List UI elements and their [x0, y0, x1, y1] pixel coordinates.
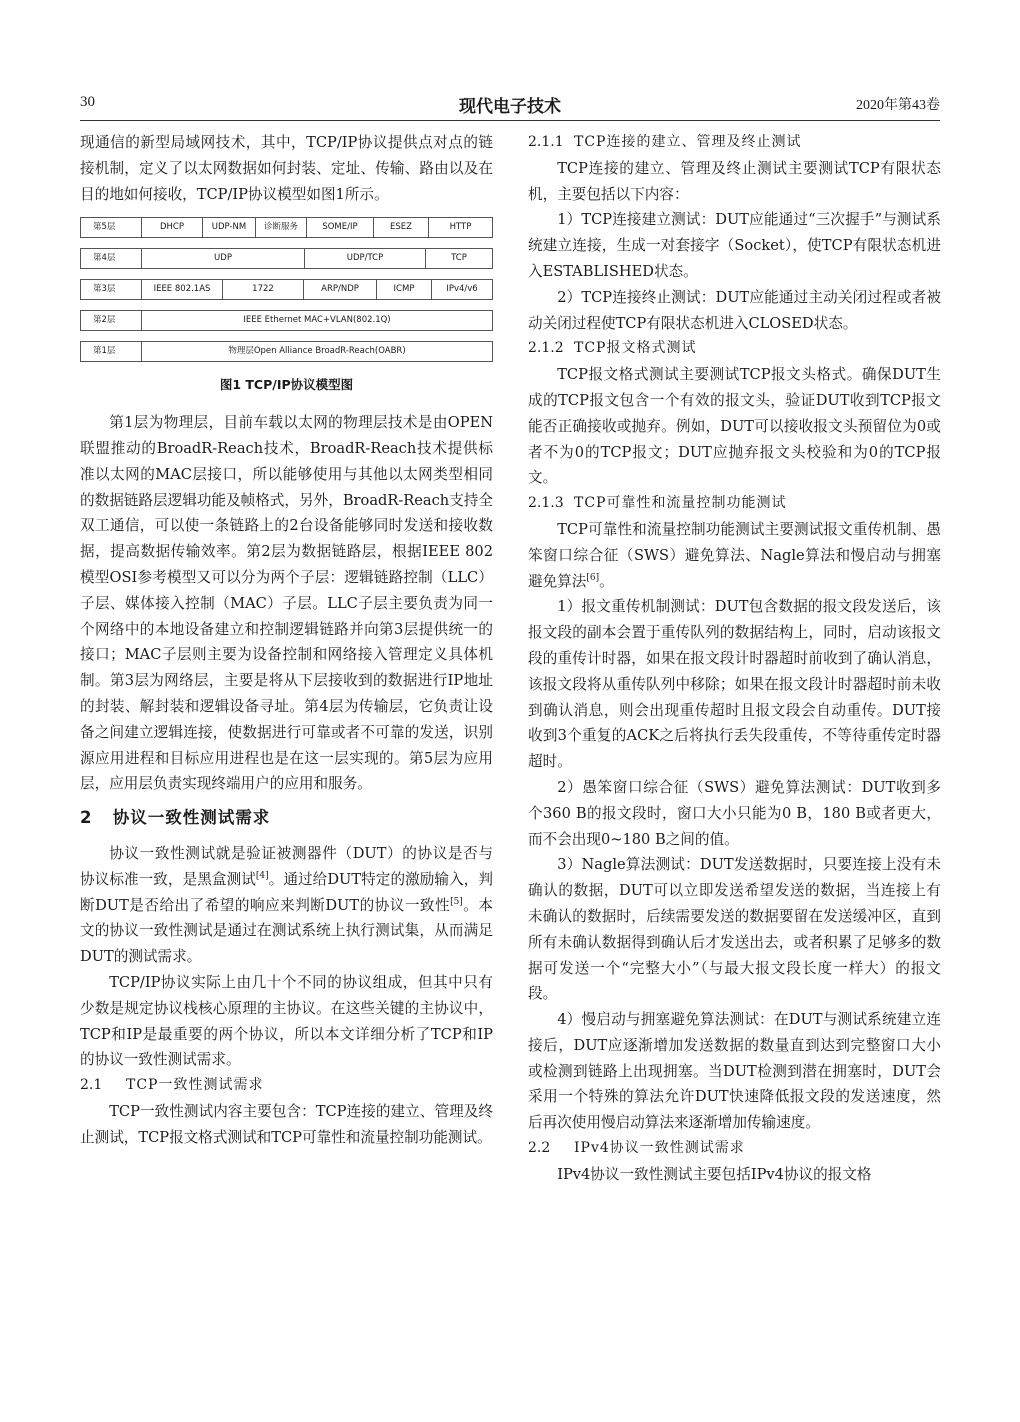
layer-label: 第1层: [93, 346, 116, 356]
layer-cell: 1722: [222, 280, 303, 299]
subsection-heading: [528, 491, 941, 517]
header-rule: [80, 120, 940, 121]
text-run: 。本文的协议一致性测试是通过在测试系统上执行测试集，从而满足DUT的测试需求。: [80, 896, 493, 966]
subsection-number: 2.1.3: [528, 495, 564, 512]
paragraph: IPv4协议一致性测试主要包括IPv4协议的报文格: [557, 1165, 872, 1183]
journal-title: 现代电子技术: [459, 97, 561, 117]
layer-cell: ICMP: [376, 280, 431, 299]
subsection-heading: [528, 130, 941, 156]
layer-4-row: [80, 248, 493, 269]
layer-label: 第5层: [93, 222, 116, 232]
citation: [4]: [255, 870, 269, 881]
layer-2-row: [80, 310, 493, 331]
paragraph: 3）Nagle算法测试：DUT发送数据时，只要连接上没有未确认的数据，DUT可以立即发送希望发送的数据，当连接上有未确认的数据时，后续需要发送的数据要留在发送缓冲区，直到所有未确认数据得到确认后才发送出去，或者积累了足够多的数据可发送一个“完整大小”（与最大报文段长度一样大）的报文段。: [528, 856, 941, 1003]
layer-cell: ESEZ: [373, 218, 428, 237]
subsection-heading: [80, 1073, 493, 1099]
subsection-title: TCP一致性测试需求: [126, 1077, 264, 1094]
layer-cell: IEEE Ethernet MAC+VLAN(802.1Q): [141, 311, 492, 330]
subsection-title: IPv4协议一致性测试需求: [574, 1140, 745, 1157]
running-header: [80, 94, 940, 118]
paragraph: 1）报文重传机制测试：DUT包含数据的报文段发送后，该报文段的副本会置于重传队列的数据结构上，同时，启动该报文段的重传计时器，如果在报文段计时器超时前收到了确认消息，该报文段将从重传队列中移除；如果在报文段计时器超时前未收到确认消息，则会出现重传超时且报文段会自动重传。DUT接收到3个重复的ACK之后将执行丢失段重传，不等待重传定时器超时。: [528, 598, 941, 771]
subsection-number: 2.1.1: [528, 134, 564, 150]
figure-caption: 图1 TCP/IP协议模型图: [219, 377, 354, 393]
right-column: [528, 130, 941, 1188]
layer-cell: UDP/TCP: [304, 249, 425, 268]
paragraph: TCP一致性测试内容主要包含：TCP连接的建立、管理及终止测试，TCP报文格式测试和TCP可靠性和流量控制功能测试。: [80, 1102, 493, 1146]
text-run: 协议一致性测试就是验证被测器件（DUT）的协议是否与协议标准一致，是黑盒测试: [80, 844, 493, 888]
layer-cell: 诊断服务: [255, 218, 306, 237]
paragraph: [528, 517, 941, 594]
layer-label: 第4层: [93, 253, 116, 263]
paragraph: 2）愚笨窗口综合征（SWS）避免算法测试：DUT收到多个360 B的报文段时，窗口大小只能为0 B，180 B或者更大，而不会出现0~180 B之间的值。: [528, 778, 941, 848]
layer-cell: IPv4/v6: [431, 280, 492, 299]
paragraph: 现通信的新型局域网技术，其中，TCP/IP协议提供点对点的链接机制，定义了以太网数据如何封装、定址、传输、路由以及在目的地如何接收，TCP/IP协议模型如图1所示。: [80, 134, 493, 203]
layer-cell: SOME/IP: [306, 218, 373, 237]
layer-label: 第2层: [93, 315, 116, 325]
layer-cell: DHCP: [141, 218, 202, 237]
layer-1-row: [80, 341, 493, 362]
paragraph: 第1层为物理层，目前车载以太网的物理层技术是由OPEN联盟推动的BroadR-Reach技术，BroadR-Reach技术提供标准以太网的MAC层接口，所以能够使用与其他以太网类型相同的数据链路层逻辑功能及帧格式，另外，BroadR-Reach支持全双工通信，可以使一条链路上的2台设备能够同时发送和接收数据，提高数据传输效率。第2层为数据链路层，根据IEEE 802模型OSI参考模型又可以分为两个子层：逻辑链路控制（LLC）子层、媒体接入控制（MAC）子层。LLC子层主要负责为同一个网络中的本地设备建立和控制逻辑链路并向第3层提供统一的接口；MAC子层则主要为设备控制和网络接入管理定义具体机制。第3层为网络层，主要是将从下层接收到的数据进行IP地址的封装、解封装和逻辑设备寻址。第4层为传输层，它负责让设备之间建立逻辑连接，使数据进行可靠或者不可靠的发送，识别源应用进程和目标应用进程也是在这一层实现的。第5层为应用层，应用层负责实现终端用户的应用和服务。: [80, 414, 493, 793]
layer-cell: HTTP: [428, 218, 492, 237]
section-title: 协议一致性测试需求: [112, 808, 271, 828]
subsection-heading: [528, 336, 941, 362]
subsection-number: 2.1.2: [528, 340, 564, 357]
subsection-title: TCP报文格式测试: [574, 340, 697, 357]
subsection-heading: [528, 1136, 941, 1162]
text-run: TCP可靠性和流量控制功能测试主要测试报文重传机制、愚笨窗口综合征（SWS）避免算法、Nagle算法和慢启动与拥塞避免算法: [528, 520, 941, 590]
layer-3-row: [80, 279, 493, 300]
text-run: 。: [599, 572, 614, 590]
layer-cell: UDP-NM: [202, 218, 255, 237]
layer-5-row: [80, 217, 493, 238]
subsection-number: 2.1: [80, 1077, 103, 1094]
subsection-number: 2.2: [528, 1140, 551, 1157]
figure-tcpip-model: [80, 217, 493, 398]
layer-cell: IEEE 802.1AS: [141, 280, 222, 299]
subsection-title: TCP连接的建立、管理及终止测试: [574, 134, 802, 150]
citation: [5]: [450, 896, 463, 907]
section-number: 2: [80, 808, 93, 828]
paragraph: TCP报文格式测试主要测试TCP报文头格式。确保DUT生成的TCP报文包含一个有效的报文头，验证DUT收到TCP报文能否正确接收或抛弃。例如，DUT可以接收报文头预留位为0或者不为0的TCP报文；DUT应抛弃报文头校验和为0的TCP报文。: [528, 366, 941, 487]
paragraph: TCP连接的建立、管理及终止测试主要测试TCP有限状态机，主要包括以下内容：: [528, 159, 941, 203]
citation: [6]: [586, 572, 600, 583]
section-heading: [80, 805, 493, 831]
layer-cell: TCP: [425, 249, 492, 268]
text-run: 。通过给DUT特定的激励输入，判断DUT是否给出了希望的响应来判断DUT的协议一致性: [80, 870, 493, 914]
layer-cell: 物理层Open Alliance BroadR-Reach(OABR): [141, 342, 492, 361]
layer-label: 第3层: [93, 284, 116, 294]
paragraph: 2）TCP连接终止测试：DUT应能通过主动关闭过程或者被动关闭过程使TCP有限状态机进入CLOSED状态。: [528, 288, 941, 332]
paragraph: TCP/IP协议实际上由几十个不同的协议组成，但其中只有少数是规定协议栈核心原理的主协议。在这些关键的主协议中，TCP和IP是最重要的两个协议，所以本文详细分析了TCP和IP的协议一致性测试需求。: [80, 973, 493, 1069]
left-column: [80, 130, 493, 1151]
layer-cell: ARP/NDP: [303, 280, 376, 299]
paragraph: 1）TCP连接建立测试：DUT应能通过“三次握手”与测试系统建立连接，生成一对套接字（Socket），使TCP有限状态机进入ESTABLISHED状态。: [528, 211, 941, 280]
subsection-title: TCP可靠性和流量控制功能测试: [574, 495, 787, 512]
layer-cell: UDP: [141, 249, 304, 268]
paragraph: [80, 841, 493, 970]
page-number: 30: [80, 94, 95, 110]
paragraph: 4）慢启动与拥塞避免算法测试：在DUT与测试系统建立连接后，DUT应逐渐增加发送数据的数量直到达到完整窗口大小或检测到链路上出现拥塞。当DUT检测到潜在拥塞时，DUT会采用一个特殊的算法允许DUT快速降低报文段的发送速度，然后再次使用慢启动算法来逐渐增加传输速度。: [528, 1011, 941, 1132]
issue-info: 2020年第43卷: [856, 98, 940, 113]
